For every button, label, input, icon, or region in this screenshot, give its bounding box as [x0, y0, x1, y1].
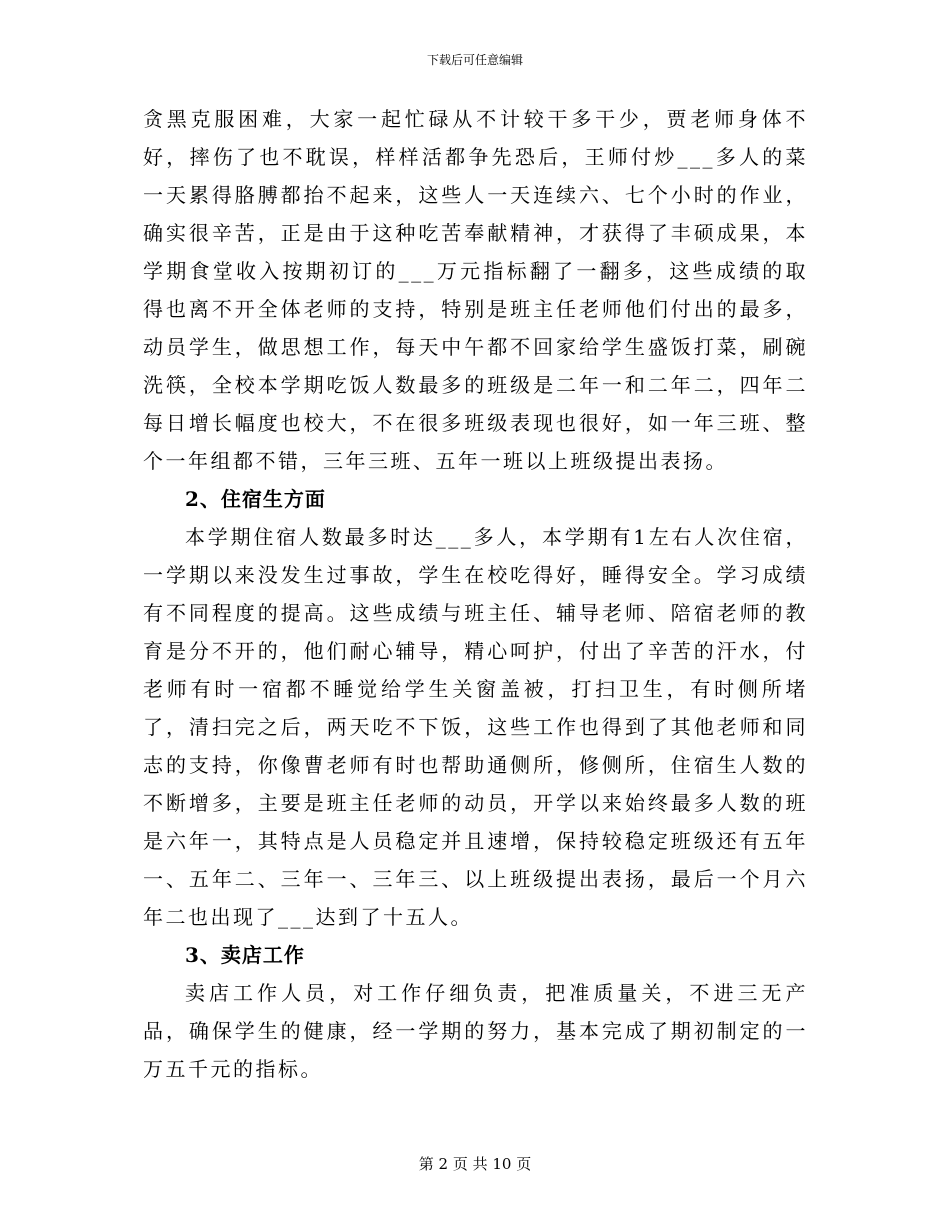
section-heading-store: 3、卖店工作 — [185, 943, 305, 967]
section-heading-boarding: 2、住宿生方面 — [185, 487, 326, 511]
paragraph-store: 卖店工作人员，对工作仔细负责，把准质量关，不进三无产品，确保学生的健康，经一学期的努力，基本完成了期初制定的一万五千元的指标。 — [143, 981, 808, 1081]
document-body — [143, 100, 808, 1088]
page-footer: 第 2 页 共 10 页 — [418, 1155, 532, 1173]
paragraph-canteen-continued: 贪黑克服困难，大家一起忙碌从不计较干多干少，贾老师身体不好，摔伤了也不耽误，样样活都争先恐后，王师付炒___多人的菜一天累得胳膊都抬不起来，这些人一天连续六、七个小时的作业，确实很辛苦，正是由于这种吃苦奉献精神，才获得了丰硕成果，本学期食堂收入按期初订的___万元指标翻了一翻多，这些成绩的取得也离不开全体老师的支持，特别是班主任老师他们付出的最多，动员学生，做思想工作，每天中午都不回家给学生盛饭打菜，刷碗洗筷，全校本学期吃饭人数最多的班级是二年一和二年二，四年二每日增长幅度也校大，不在很多班级表现也很好，如一年三班、整个一年组都不错，三年三班、五年一班以上班级提出表扬。 — [143, 107, 808, 473]
paragraph-boarding: 本学期住宿人数最多时达___多人，本学期有1左右人次住宿，一学期以来没发生过事故，学生在校吃得好，睡得安全。学习成绩有不同程度的提高。这些成绩与班主任、辅导老师、陪宿老师的教育是分不开的，他们耐心辅导，精心呵护，付出了辛苦的汗水，付老师有时一宿都不睡觉给学生关窗盖被，打扫卫生，有时侧所堵了，清扫完之后，两天吃不下饭，这些工作也得到了其他老师和同志的支持，你像曹老师有时也帮助通侧所，修侧所，住宿生人数的不断增多，主要是班主任老师的动员，开学以来始终最多人数的班是六年一，其特点是人员稳定并且速增，保持较稳定班级还有五年一、五年二、三年一、三年三、以上班级提出表扬，最后一个月六年二也出现了___达到了十五人。 — [143, 525, 808, 929]
page-header: 下载后可任意编辑 — [426, 53, 523, 67]
